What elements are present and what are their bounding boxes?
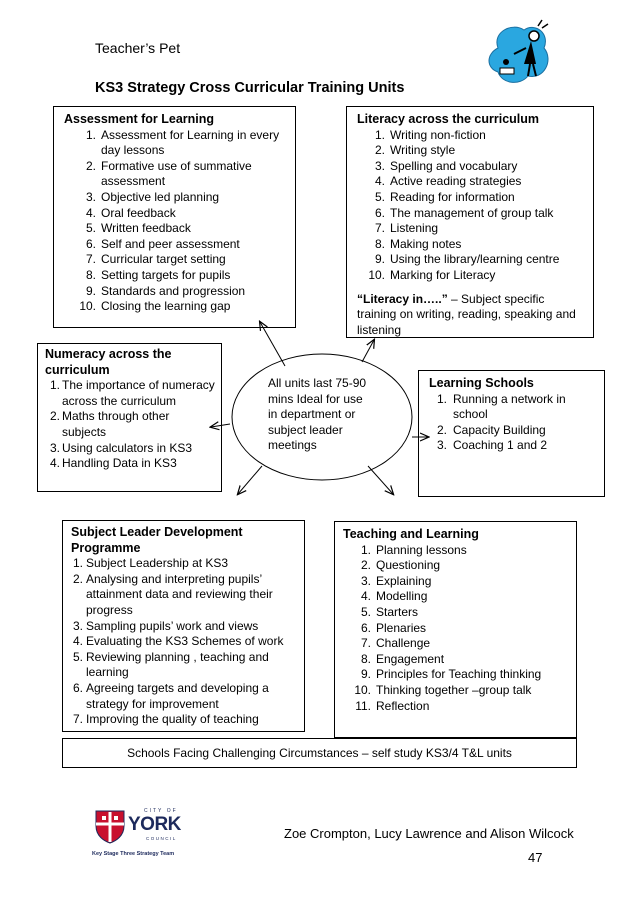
list-item-number: 1. bbox=[436, 391, 447, 406]
list-item-text: Using the library/learning centre bbox=[390, 252, 560, 267]
list-item-number: 6. bbox=[72, 680, 83, 695]
list-item-text: Capacity Building bbox=[453, 422, 546, 437]
page-number: 47 bbox=[528, 850, 543, 865]
list-item-text: Standards and progression bbox=[101, 283, 246, 298]
list-item-number: 3. bbox=[374, 158, 385, 173]
list-item-text: Oral feedback bbox=[101, 205, 176, 220]
list-item-text: Written feedback bbox=[101, 221, 191, 236]
list-item-text: Curricular target setting bbox=[101, 252, 226, 267]
list-item-text: Challenge bbox=[376, 636, 431, 651]
list-item-text: Thinking together –group talk bbox=[376, 682, 532, 697]
list-item-text: Making notes bbox=[390, 236, 462, 251]
list-item-number: 9. bbox=[374, 252, 385, 267]
arrow-to-assessment bbox=[260, 322, 285, 366]
list-item-text: Plenaries bbox=[376, 620, 427, 635]
list-item-number: 8. bbox=[360, 651, 371, 666]
list-item-text: Analysing and interpreting pupils’ attainment data and reviewing their progress bbox=[86, 571, 273, 617]
logo-council: COUNCIL bbox=[146, 836, 177, 841]
list-item-number: 1. bbox=[49, 378, 60, 393]
list-item-text: Setting targets for pupils bbox=[101, 267, 231, 282]
subject-leader-title: Subject Leader Development Programme bbox=[71, 525, 243, 555]
list-item-text: Agreeing targets and developing a strategy for improvement bbox=[86, 680, 269, 711]
header-title: Teacher’s Pet bbox=[95, 40, 181, 56]
logo-york: YORK bbox=[128, 814, 181, 835]
list-item-number: 7. bbox=[72, 712, 83, 727]
list-item-number: 2. bbox=[72, 571, 83, 586]
list-item-number: 5. bbox=[72, 649, 83, 664]
list-item-text: Explaining bbox=[376, 573, 432, 588]
list-item-number: 5. bbox=[360, 604, 371, 619]
list-item-number: 3. bbox=[72, 618, 83, 633]
banner-text: Schools Facing Challenging Circumstances – self study KS3/4 T&L units bbox=[127, 746, 512, 760]
numeracy-title: Numeracy across the curriculum bbox=[45, 347, 172, 377]
arrow-to-teaching bbox=[368, 466, 393, 494]
list-item-text: Improving the quality of teaching bbox=[86, 712, 259, 727]
list-item-text: Self and peer assessment bbox=[101, 236, 240, 251]
list-item-number: 6. bbox=[374, 205, 385, 220]
list-item-text: Objective led planning bbox=[101, 189, 220, 204]
list-item-text: Listening bbox=[390, 221, 439, 236]
logo-caption: Key Stage Three Strategy Team bbox=[92, 851, 175, 857]
list-item-number: 4. bbox=[374, 174, 385, 189]
list-item-number: 1. bbox=[360, 542, 371, 557]
list-item-number: 3. bbox=[49, 440, 60, 455]
york-crest-icon bbox=[94, 808, 126, 844]
list-item-number: 6. bbox=[360, 620, 371, 635]
list-item-number: 2. bbox=[85, 158, 96, 173]
york-logo bbox=[94, 808, 204, 860]
authors: Zoe Crompton, Lucy Lawrence and Alison Wilcock bbox=[284, 826, 574, 841]
literacy-note-text: – Subject specific training on writing, reading, speaking and listening bbox=[357, 291, 576, 337]
list-item-number: 1. bbox=[374, 127, 385, 142]
list-item-number: 2. bbox=[49, 409, 60, 424]
list-item-number: 4. bbox=[49, 456, 60, 471]
arrow-to-subject-leader bbox=[238, 466, 262, 494]
list-item-text: Reflection bbox=[376, 698, 430, 713]
list-item-text: Handling Data in KS3 bbox=[62, 456, 177, 471]
list-item-text: Writing non-fiction bbox=[390, 127, 486, 142]
list-item-text: Spelling and vocabulary bbox=[390, 158, 518, 173]
list-item-text: Starters bbox=[376, 604, 419, 619]
list-item-number: 4. bbox=[72, 634, 83, 649]
list-item-number: 3. bbox=[85, 189, 96, 204]
literacy-title: Literacy across the curriculum bbox=[357, 112, 540, 126]
list-item-number: 10. bbox=[354, 682, 371, 697]
list-item-text: Principles for Teaching thinking bbox=[376, 667, 542, 682]
center-text: All units last 75-90 mins Ideal for use in department or subject leader meetings bbox=[268, 376, 367, 453]
list-item-number: 2. bbox=[360, 558, 371, 573]
list-item-number: 3. bbox=[436, 438, 447, 453]
list-item-text: Using calculators in KS3 bbox=[62, 440, 193, 455]
list-item-text: Planning lessons bbox=[376, 542, 467, 557]
list-item-text: Formative use of summative assessment bbox=[101, 158, 252, 189]
list-item-text: Questioning bbox=[376, 558, 441, 573]
list-item-text: Coaching 1 and 2 bbox=[453, 438, 548, 453]
list-item-text: Engagement bbox=[376, 651, 445, 666]
teaching-learning-title: Teaching and Learning bbox=[343, 527, 479, 541]
list-item-text: Modelling bbox=[376, 589, 428, 604]
list-item-number: 1. bbox=[72, 556, 83, 571]
list-item-text: Running a network in school bbox=[453, 391, 566, 422]
list-item-text: Evaluating the KS3 Schemes of work bbox=[86, 634, 284, 649]
list-item-text: The importance of numeracy across the curriculum bbox=[62, 378, 215, 408]
list-item-number: 2. bbox=[436, 422, 447, 437]
list-item-number: 7. bbox=[360, 636, 371, 651]
list-item-number: 1. bbox=[85, 127, 96, 142]
list-item-number: 6. bbox=[85, 236, 96, 251]
arrow-to-numeracy bbox=[211, 424, 230, 427]
list-item-number: 7. bbox=[85, 252, 96, 267]
list-item-number: 10. bbox=[368, 267, 385, 282]
page-title: KS3 Strategy Cross Curricular Training Units bbox=[95, 80, 405, 96]
list-item-text: Reviewing planning , teaching and learning bbox=[86, 649, 269, 680]
list-item-number: 8. bbox=[374, 236, 385, 251]
list-item-number: 9. bbox=[360, 667, 371, 682]
list-item-number: 4. bbox=[360, 589, 371, 604]
list-item-number: 7. bbox=[374, 221, 385, 236]
list-item-text: Marking for Literacy bbox=[390, 267, 496, 282]
assessment-title: Assessment for Learning bbox=[64, 112, 215, 126]
list-item-text: Assessment for Learning in every day lessons bbox=[101, 127, 280, 158]
list-item-text: The management of group talk bbox=[390, 205, 554, 220]
list-item-text: Writing style bbox=[390, 143, 456, 158]
banner-box bbox=[62, 738, 577, 768]
list-item-number: 9. bbox=[85, 283, 96, 298]
list-item-text: Subject Leadership at KS3 bbox=[86, 556, 229, 571]
learning-schools-title: Learning Schools bbox=[429, 376, 534, 390]
literacy-note-title: “Literacy in…..” bbox=[357, 291, 448, 306]
list-item-number: 3. bbox=[360, 573, 371, 588]
list-item-text: Sampling pupils’ work and views bbox=[86, 618, 259, 633]
list-item-number: 8. bbox=[85, 267, 96, 282]
list-item-text: Active reading strategies bbox=[390, 174, 522, 189]
list-item-number: 2. bbox=[374, 143, 385, 158]
logo-city-of: CITY OF bbox=[144, 808, 178, 814]
list-item-number: 5. bbox=[374, 189, 385, 204]
list-item-number: 4. bbox=[85, 205, 96, 220]
arrow-to-literacy bbox=[362, 340, 374, 362]
list-item-text: Closing the learning gap bbox=[101, 299, 231, 314]
list-item-text: Reading for information bbox=[390, 189, 515, 204]
list-item-number: 11. bbox=[355, 698, 371, 713]
list-item-number: 5. bbox=[85, 221, 96, 236]
list-item-number: 10. bbox=[79, 299, 96, 314]
list-item-text: Maths through other subjects bbox=[62, 409, 170, 439]
